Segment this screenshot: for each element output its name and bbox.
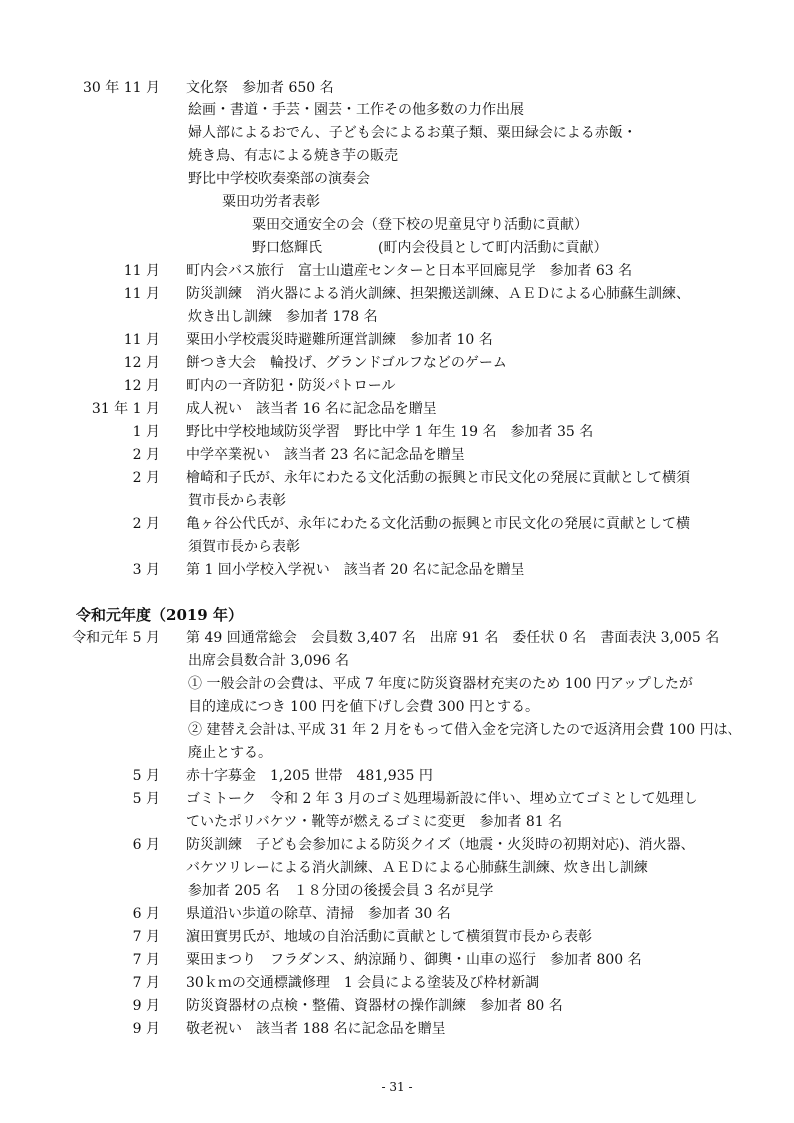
entry-row: [0, 375, 794, 397]
entry-text: 第 1 回小学校入学祝い 該当者 20 名に記念品を贈呈: [186, 562, 525, 578]
entry-row: [0, 329, 794, 351]
entry-date: 7 月: [132, 975, 160, 991]
entry-text: 濵田實男氏が、地域の自治活動に貢献として横須賀市長から表彰: [186, 929, 592, 945]
entry-text: 第 49 回通常総会 会員数 3,407 名 出席 91 名 委任状 0 名 書面表決 3,005 名: [186, 630, 720, 646]
entry-row: [0, 627, 794, 649]
entry-row: [0, 122, 794, 144]
entry-row: [0, 903, 794, 925]
entry-date: 6 月: [132, 906, 160, 922]
entry-text: 文化祭 参加者 650 名: [186, 80, 334, 96]
entry-date: 2 月: [132, 447, 160, 463]
entry-text: 野比中学校吹奏楽部の演奏会: [188, 171, 370, 187]
entry-date: 5 月: [132, 768, 160, 784]
entry-text: 防災資器材の点検・整備、資器材の操作訓練 参加者 80 名: [186, 998, 563, 1014]
entry-row: [0, 719, 794, 741]
entry-row: [0, 995, 794, 1017]
entry-row: [0, 811, 794, 833]
entry-text: 赤十字募金 1,205 世帯 481,935 円: [186, 768, 433, 784]
entry-date: 7 月: [132, 952, 160, 968]
entry-row: [0, 444, 794, 466]
entry-row: [0, 99, 794, 121]
entry-text: 炊き出し訓練 参加者 178 名: [188, 309, 378, 325]
entry-date: 31 年 1 月: [91, 401, 160, 417]
entry-text: 粟田交通安全の会（登下校の児童見守り活動に貢献）: [252, 217, 588, 233]
entry-row: [0, 398, 794, 420]
entry-row: [0, 513, 794, 535]
entry-row: [0, 696, 794, 718]
entry-date: 12 月: [123, 378, 160, 394]
entry-text: 参加者 205 名 １８分団の後援会員 3 名が見学: [188, 883, 494, 899]
entry-date: 5 月: [132, 791, 160, 807]
entry-date: 12 月: [123, 355, 160, 371]
entry-row: [0, 421, 794, 443]
entry-text: 餅つき大会 輪投げ、グランドゴルフなどのゲーム: [186, 355, 507, 371]
entry-row: [0, 926, 794, 948]
entry-date: 30 年 11 月: [83, 80, 160, 96]
entry-row: [0, 1018, 794, 1040]
section-heading-row: [0, 604, 794, 626]
entry-text: 廃止とする。: [188, 745, 272, 761]
entry-text: 粟田功労者表彰: [222, 194, 320, 210]
entry-date: 11 月: [123, 286, 160, 302]
entry-text: 町内会バス旅行 富士山遺産センターと日本平回廊見学 参加者 63 名: [186, 263, 633, 279]
entry-text: 中学卒業祝い 該当者 23 名に記念品を贈呈: [186, 447, 465, 463]
entry-row: [0, 972, 794, 994]
entry-text: 町内の一斉防犯・防災パトロール: [186, 378, 396, 394]
entry-row: [0, 673, 794, 695]
entry-date: 2 月: [132, 516, 160, 532]
entry-date: 6 月: [132, 837, 160, 853]
entry-row: [0, 788, 794, 810]
entry-text: 30ｋｍの交通標識修理 1 会員による塗装及び枠材新調: [186, 975, 540, 991]
entry-text: ゴミトーク 令和 2 年 3 月のゴミ処理場新設に伴い、埋め立てゴミとして処理し: [186, 791, 698, 807]
entry-date: 9 月: [132, 998, 160, 1014]
entry-text: 絵画・書道・手芸・園芸・工作その他多数の力作出展: [188, 102, 524, 118]
entry-row: [0, 559, 794, 581]
entry-date: 2 月: [132, 470, 160, 486]
entry-date: 7 月: [132, 929, 160, 945]
entry-text: 成人祝い 該当者 16 名に記念品を贈呈: [186, 401, 437, 417]
entry-row: [0, 283, 794, 305]
entry-text: バケツリレーによる消火訓練、ＡＥＤによる心肺蘇生訓練、炊き出し訓練: [186, 860, 648, 876]
entry-row: [0, 306, 794, 328]
entry-text: 野口悠輝氏 (町内会役員として町内活動に貢献）: [252, 240, 608, 256]
entry-text: ② 建替え会計は､平成 31 年 2 月をもって借入金を完済したので返済用会費 100 円は､: [188, 722, 735, 738]
entry-date: 11 月: [123, 332, 160, 348]
entry-text: 檜崎和子氏が、永年にわたる文化活動の振興と市民文化の発展に貢献として横須: [186, 470, 690, 486]
entry-row: [0, 191, 794, 213]
entry-row: [0, 949, 794, 971]
entry-text: 防災訓練 子ども会参加による防災クイズ（地震・火災時の初期対応)、消火器、: [186, 837, 695, 853]
entry-row: [0, 490, 794, 512]
entry-date: 11 月: [123, 263, 160, 279]
entry-date: 1 月: [132, 424, 160, 440]
entry-text: ていたポリバケツ・靴等が燃えるゴミに変更 参加者 81 名: [186, 814, 563, 830]
entry-row: [0, 214, 794, 236]
entry-row: [0, 145, 794, 167]
entry-date: 3 月: [132, 562, 160, 578]
entry-text: ① 一般会計の会費は、平成 7 年度に防災資器材充実のため 100 円アップしたが: [188, 676, 693, 692]
entry-text: 出席会員数合計 3,096 名: [188, 653, 349, 669]
entry-text: 粟田小学校震災時避難所運営訓練 参加者 10 名: [186, 332, 493, 348]
entry-row: [0, 77, 794, 99]
entry-text: 須賀市長から表彰: [188, 539, 300, 555]
entry-text: 野比中学校地域防災学習 野比中学 1 年生 19 名 参加者 35 名: [186, 424, 594, 440]
entry-row: [0, 880, 794, 902]
entry-text: 焼き鳥、有志による焼き芋の販売: [188, 148, 398, 164]
entry-text: 賀市長から表彰: [188, 493, 286, 509]
entry-text: 県道沿い歩道の除草、清掃 参加者 30 名: [186, 906, 451, 922]
entry-row: [0, 467, 794, 489]
entry-text: 防災訓練 消火器による消火訓練、担架搬送訓練、ＡＥＤによる心肺蘇生訓練、: [186, 286, 690, 302]
entry-date: 9 月: [132, 1021, 160, 1037]
page-number: - 31 -: [381, 1080, 413, 1094]
entry-row: [0, 834, 794, 856]
entry-text: 亀ヶ谷公代氏が、永年にわたる文化活動の振興と市民文化の発展に貢献として横: [186, 516, 690, 532]
entry-row: [0, 168, 794, 190]
entry-row: [0, 536, 794, 558]
entry-row: [0, 650, 794, 672]
entry-text: 敬老祝い 該当者 188 名に記念品を贈呈: [186, 1021, 446, 1037]
entry-text: 婦人部によるおでん、子ども会によるお菓子類、粟田緑会による赤飯・: [188, 125, 637, 141]
entry-text: 目的達成につき 100 円を値下げし会費 300 円とする。: [188, 699, 539, 715]
entry-row: [0, 765, 794, 787]
section-heading: 令和元年度（2019 年）: [76, 606, 243, 624]
entry-row: [0, 237, 794, 259]
entry-row: [0, 857, 794, 879]
entry-date: 令和元年 5 月: [72, 630, 160, 646]
entry-row: [0, 352, 794, 374]
entry-row: [0, 260, 794, 282]
entry-row: [0, 742, 794, 764]
entry-text: 粟田まつり フラダンス、納涼踊り、御輿・山車の巡行 参加者 800 名: [186, 952, 642, 968]
